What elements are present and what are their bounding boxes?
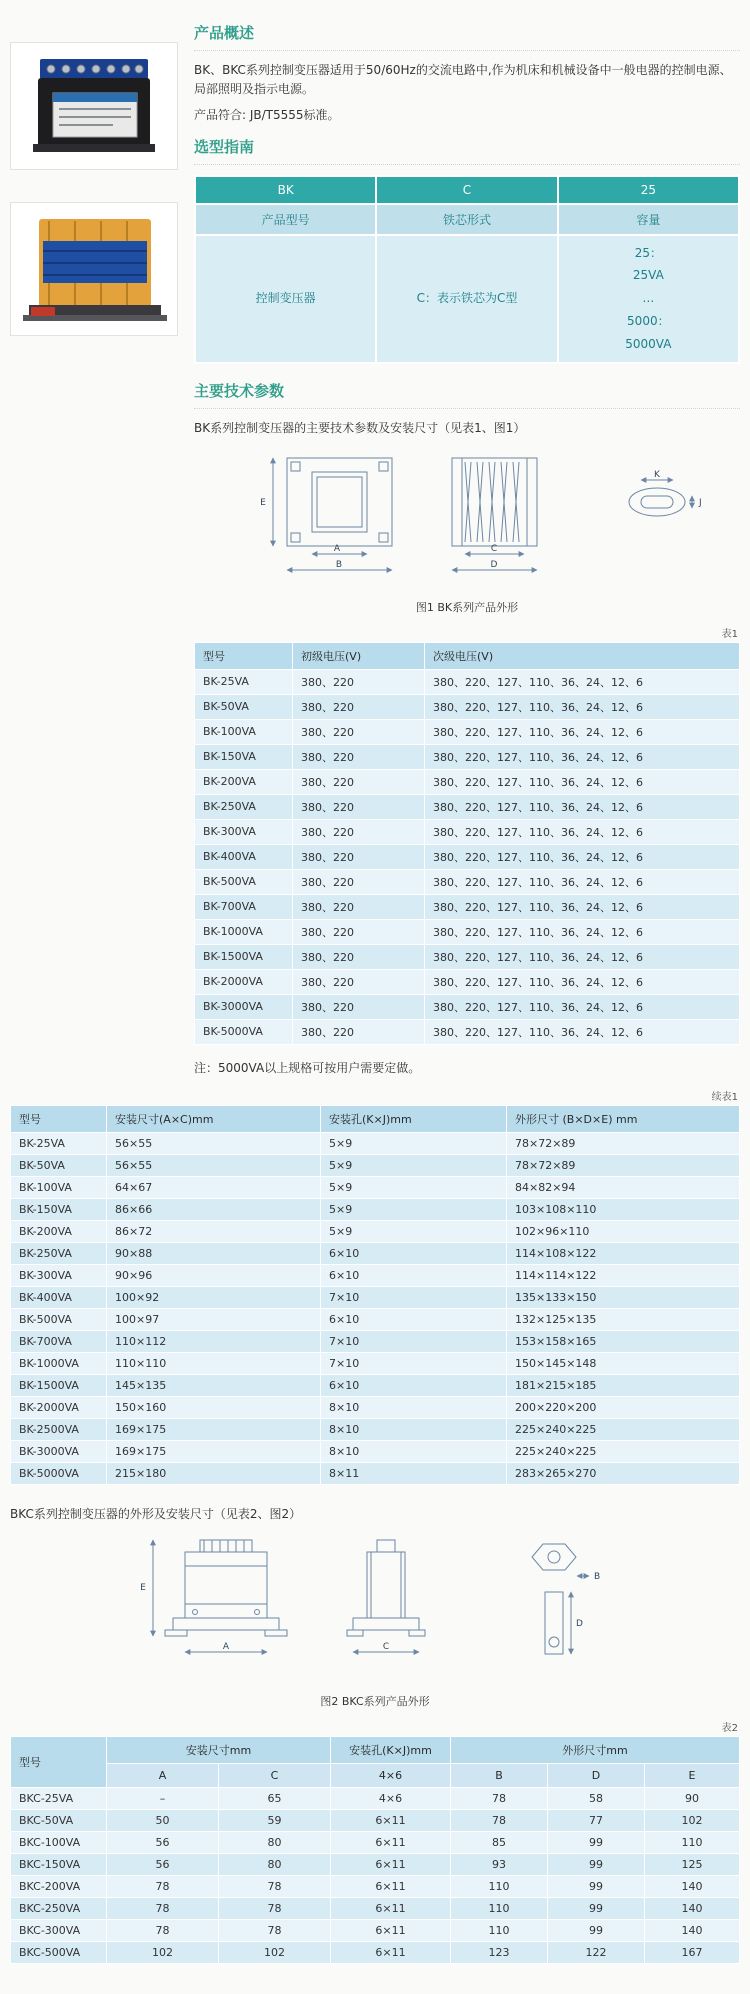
table-cell: BKC-250VA [11,1897,107,1919]
table-cell: 80 [219,1831,331,1853]
overview-heading: 产品概述 [194,22,740,51]
col-primary-voltage: 初级电压(V) [293,642,425,669]
table-cell: 5×9 [321,1132,507,1154]
table-cell: BK-3000VA [11,1440,107,1462]
table1-label: 表1 [721,628,738,640]
table-row [195,1019,740,1044]
table-cell: 59 [219,1809,331,1831]
table-cell: 380、220、127、110、36、24、12、6 [425,844,740,869]
table-cell: 380、220 [293,919,425,944]
table-cell: 123 [451,1941,548,1963]
table-cell: 99 [548,1897,645,1919]
figure-2-caption: 图2 BKC系列产品外形 [320,1694,430,1708]
dim-b-label: B [335,559,343,570]
table-cell: 78 [219,1875,331,1897]
table-cell: BK-5000VA [11,1462,107,1484]
table-cell: 114×108×122 [507,1242,740,1264]
selection-header-c: C [376,176,557,204]
table-cell: BK-50VA [11,1154,107,1176]
table-row [11,1440,740,1462]
table-cell: 78 [219,1897,331,1919]
table-row [11,1462,740,1484]
table-cell: 150×145×148 [507,1352,740,1374]
table-cell: 5×9 [321,1198,507,1220]
table-cell: 78 [451,1787,548,1809]
table-cell: 380、220 [293,669,425,694]
table-cell: – [107,1787,219,1809]
custom-order-note: 注：5000VA以上规格可按用户需要定做。 [194,1060,421,1075]
table-cell: 56×55 [107,1132,321,1154]
table-row [11,1198,740,1220]
dim-b-label: B [594,1571,601,1582]
table-cell: 56×55 [107,1154,321,1176]
table-cell: 58 [548,1787,645,1809]
table-cell: 110 [645,1831,740,1853]
table-cell: BK-200VA [11,1220,107,1242]
table-row [195,994,740,1019]
table-row [195,869,740,894]
dim-a-label: A [333,543,341,554]
table-cell: BK-300VA [195,819,293,844]
table-cell: BK-2000VA [195,969,293,994]
table1-body [195,669,740,1044]
table-cell: 50 [107,1809,219,1831]
table-cell: 380、220、127、110、36、24、12、6 [425,694,740,719]
col-outline-size: 外形尺寸mm [451,1736,740,1763]
table-cell: 380、220 [293,719,425,744]
table-cell: BK-2500VA [11,1418,107,1440]
table-header-row [11,1105,740,1132]
table-cell: 99 [548,1875,645,1897]
table-cell: 380、220、127、110、36、24、12、6 [425,994,740,1019]
table-row [11,1941,740,1963]
table-row [11,1374,740,1396]
table-cell: 380、220 [293,794,425,819]
selection-header-bk: BK [195,176,376,204]
dim-j-label: J [699,497,702,508]
table-cell: 110 [451,1897,548,1919]
table-row [195,694,740,719]
table-row [195,719,740,744]
params-intro: BK系列控制变压器的主要技术参数及安装尺寸（见表1、图1） [194,420,526,435]
table-cell: 5×9 [321,1154,507,1176]
table-cell: BK-100VA [11,1176,107,1198]
value-capacity-range [558,235,739,363]
table-cell: 380、220、127、110、36、24、12、6 [425,1019,740,1044]
dim-k-label: K [654,469,660,480]
label-model: 产品型号 [195,204,376,235]
table-cell: 56 [107,1831,219,1853]
bkc-transformer-image [13,205,173,329]
table-cell: 102×96×110 [507,1220,740,1242]
table-cell: 110×110 [107,1352,321,1374]
label-core-type: 铁芯形式 [376,204,557,235]
table-cell: BK-150VA [195,744,293,769]
table-cell: 5×9 [321,1220,507,1242]
table-cell: BK-400VA [11,1286,107,1308]
capacity-line: 25VA [632,268,664,283]
table-cell: 125 [645,1853,740,1875]
table-cell: 8×10 [321,1396,507,1418]
selection-header-row [195,176,739,204]
table-row [11,1418,740,1440]
table-cell: 283×265×270 [507,1462,740,1484]
table-cell: BK-25VA [195,669,293,694]
table-row [11,1154,740,1176]
table-cell: 380、220、127、110、36、24、12、6 [425,744,740,769]
table-cell: 122 [548,1941,645,1963]
dim-table-body [11,1132,740,1484]
capacity-line: … [642,291,655,306]
table-cell: BK-1500VA [195,944,293,969]
bk-transformer-image [13,45,173,163]
table-cell: 6×11 [331,1853,451,1875]
subcol-c: C [219,1763,331,1787]
bkc-outline-drawing [115,1534,635,1684]
table-row [11,1308,740,1330]
table-cell: BK-700VA [195,894,293,919]
table-cell: BK-300VA [11,1264,107,1286]
table-row [11,1396,740,1418]
table-cell: BK-5000VA [195,1019,293,1044]
table-cell: 8×10 [321,1418,507,1440]
table-cell: BK-100VA [195,719,293,744]
dimension-table-section [0,1088,750,1964]
bkc-product-photo [10,202,178,336]
table-cell: 100×97 [107,1308,321,1330]
main-content [194,12,740,1082]
table-cell: 200×220×200 [507,1396,740,1418]
table-cell: 99 [548,1919,645,1941]
table-row [11,1132,740,1154]
table-cell: 102 [219,1941,331,1963]
table-cell: BK-50VA [195,694,293,719]
table-cell: 380、220、127、110、36、24、12、6 [425,669,740,694]
table-cell: 380、220 [293,744,425,769]
table-row [195,744,740,769]
table-cell: 102 [645,1809,740,1831]
table-cell: BK-1500VA [11,1374,107,1396]
table-cell: 380、220、127、110、36、24、12、6 [425,919,740,944]
standard-paragraph: 产品符合: JB/T5555标准。 [194,108,340,123]
table-cell: 380、220 [293,1019,425,1044]
table-row [11,1352,740,1374]
table-cell: BKC-50VA [11,1809,107,1831]
dim-c-label: C [490,543,498,554]
table-cell: 8×11 [321,1462,507,1484]
table-row [195,944,740,969]
col-model: 型号 [11,1736,107,1787]
table-row [195,894,740,919]
value-control-transformer: 控制变压器 [195,235,376,363]
table-cell: 78×72×89 [507,1132,740,1154]
table-row [11,1809,740,1831]
table-cell: BK-700VA [11,1330,107,1352]
table-cell: 140 [645,1897,740,1919]
table-cell: 6×11 [331,1831,451,1853]
table-cell: 380、220 [293,869,425,894]
table-cell: 380、220 [293,944,425,969]
table-cell: BK-3000VA [195,994,293,1019]
table-header-row [195,642,740,669]
table-cell: 78 [451,1809,548,1831]
bk-voltage-table [194,642,740,1045]
table-cell: BKC-300VA [11,1919,107,1941]
table-cell: 99 [548,1853,645,1875]
table-row [11,1853,740,1875]
dim-d-label: D [490,559,498,570]
table-row [11,1787,740,1809]
table-cell: 380、220 [293,894,425,919]
table-row [11,1831,740,1853]
table-cell: 114×114×122 [507,1264,740,1286]
subcol-b: B [451,1763,548,1787]
table-cell: 132×125×135 [507,1308,740,1330]
col-mounting-hole: 安装孔(K×J)mm [321,1105,507,1132]
table-cell: 93 [451,1853,548,1875]
table-cell: 8×10 [321,1440,507,1462]
subcol-hole: 4×6 [331,1763,451,1787]
table-cell: 77 [548,1809,645,1831]
table-cell: 110 [451,1875,548,1897]
subcol-a: A [107,1763,219,1787]
table2-label: 表2 [721,1722,738,1734]
table-row [11,1875,740,1897]
table-row [11,1242,740,1264]
table-cell: 7×10 [321,1330,507,1352]
table-row [195,669,740,694]
table-cell: 153×158×165 [507,1330,740,1352]
table-header-row-2 [11,1763,740,1787]
table-cell: BKC-500VA [11,1941,107,1963]
table-cell: BK-500VA [195,869,293,894]
table-cell: 380、220、127、110、36、24、12、6 [425,869,740,894]
table-cell: BK-1000VA [11,1352,107,1374]
col-model: 型号 [11,1105,107,1132]
capacity-line: 5000： [627,313,670,328]
table-cell: 380、220 [293,694,425,719]
table2-body [11,1787,740,1963]
table-cell: 65 [219,1787,331,1809]
table-row [195,769,740,794]
table-row [195,919,740,944]
table-cell: 6×11 [331,1919,451,1941]
table-cell: 78 [107,1875,219,1897]
table-cell: 380、220 [293,819,425,844]
table-cell: 85 [451,1831,548,1853]
table-cell: 380、220 [293,994,425,1019]
table-cell: 7×10 [321,1352,507,1374]
table-row [195,844,740,869]
table-cell: BK-400VA [195,844,293,869]
top-section [0,8,750,1082]
table-cell: 380、220 [293,844,425,869]
bk-outline-drawing [217,450,717,590]
table-cell: 64×67 [107,1176,321,1198]
table-cell: 103×108×110 [507,1198,740,1220]
table-cell: 99 [548,1831,645,1853]
table-cell: 102 [107,1941,219,1963]
table-cell: 380、220 [293,769,425,794]
table-cell: 181×215×185 [507,1374,740,1396]
table-cell: 380、220、127、110、36、24、12、6 [425,894,740,919]
table-cell: 150×160 [107,1396,321,1418]
product-photos-column [10,12,178,1082]
col-mounting-size: 安装尺寸(A×C)mm [107,1105,321,1132]
table-cell: 6×10 [321,1308,507,1330]
table-cell: 56 [107,1853,219,1875]
table-cell: 6×10 [321,1374,507,1396]
table-cell: 78×72×89 [507,1154,740,1176]
col-model: 型号 [195,642,293,669]
col-secondary-voltage: 次级电压(V) [425,642,740,669]
table-cell: 135×133×150 [507,1286,740,1308]
bkc-intro: BKC系列控制变压器的外形及安装尺寸（见表2、图2） [10,1506,302,1521]
table-cell: 380、220、127、110、36、24、12、6 [425,794,740,819]
table-cell: 7×10 [321,1286,507,1308]
table-row [11,1897,740,1919]
figure-1-caption: 图1 BK系列产品外形 [415,600,519,614]
table-row [11,1919,740,1941]
dim-e-label: E [140,1582,146,1593]
table-cell: 90 [645,1787,740,1809]
selection-guide-table [194,175,740,364]
table-cell: BK-250VA [195,794,293,819]
selection-guide-heading: 选型指南 [194,136,740,165]
table-cell: 6×10 [321,1264,507,1286]
table-cell: 215×180 [107,1462,321,1484]
table-cell: 140 [645,1875,740,1897]
table-cell: 78 [219,1919,331,1941]
table-cell: BKC-25VA [11,1787,107,1809]
capacity-line: 25： [634,245,662,260]
table-cell: 84×82×94 [507,1176,740,1198]
table-cell: 78 [107,1897,219,1919]
table-cell: 100×92 [107,1286,321,1308]
col-outline-size: 外形尺寸 (B×D×E) mm [507,1105,740,1132]
table-cell: BK-150VA [11,1198,107,1220]
table-cell: 169×175 [107,1440,321,1462]
table-cell: 6×10 [321,1242,507,1264]
table-cell: 380、220、127、110、36、24、12、6 [425,719,740,744]
table-cell: 86×72 [107,1220,321,1242]
table-row [11,1176,740,1198]
table-row [195,969,740,994]
table-cell: 167 [645,1941,740,1963]
table-cell: 5×9 [321,1176,507,1198]
table-cell: 78 [107,1919,219,1941]
table-cell: 110×112 [107,1330,321,1352]
table-cell: BKC-200VA [11,1875,107,1897]
dim-a-label: A [222,1641,230,1652]
table-row [11,1286,740,1308]
table-cell: 225×240×225 [507,1440,740,1462]
table-row [11,1220,740,1242]
subcol-e: E [645,1763,740,1787]
table-row [195,794,740,819]
table-cell: BK-250VA [11,1242,107,1264]
table-cell: 169×175 [107,1418,321,1440]
value-core-desc: C：表示铁芯为C型 [376,235,557,363]
table-row [195,819,740,844]
bk-dimension-table [10,1105,740,1485]
table-cell: BK-25VA [11,1132,107,1154]
bk-product-photo [10,42,178,170]
table-cell: 86×66 [107,1198,321,1220]
selection-value-row [195,235,739,363]
table-cell: 4×6 [331,1787,451,1809]
table-cell: 380、220、127、110、36、24、12、6 [425,969,740,994]
dim-d-label: D [576,1618,583,1629]
table-cell: 225×240×225 [507,1418,740,1440]
dim-e-label: E [260,497,266,508]
capacity-line: 5000VA [625,336,672,351]
bkc-dimension-table [10,1736,740,1964]
table-cell: 6×11 [331,1809,451,1831]
table-row [11,1330,740,1352]
table-cell: 90×88 [107,1242,321,1264]
table-cell: 6×11 [331,1897,451,1919]
dim-c-label: C [382,1641,390,1652]
selection-header-25: 25 [558,176,739,204]
tech-params-heading: 主要技术参数 [194,380,740,409]
figure-1 [194,450,740,594]
table-cell: 6×11 [331,1941,451,1963]
table-cell: 90×96 [107,1264,321,1286]
table-cell: 140 [645,1919,740,1941]
table-cell: 380、220、127、110、36、24、12、6 [425,819,740,844]
table-cell: BKC-150VA [11,1853,107,1875]
table-cell: 380、220 [293,969,425,994]
label-capacity: 容量 [558,204,739,235]
col-mounting-size: 安装尺寸mm [107,1736,331,1763]
table-cell: BK-500VA [11,1308,107,1330]
table-cell: BK-200VA [195,769,293,794]
table-cell: BK-1000VA [195,919,293,944]
col-mounting-hole: 安装孔(K×J)mm [331,1736,451,1763]
table-cell: BKC-100VA [11,1831,107,1853]
table-cell: BK-2000VA [11,1396,107,1418]
overview-paragraph: BK、BKC系列控制变压器适用于50/60Hz的交流电路中,作为机床和机械设备中一般电器的控制电源、局部照明及指示电源。 [194,63,732,97]
figure-2 [10,1534,740,1688]
table-row [11,1264,740,1286]
subcol-d: D [548,1763,645,1787]
table-header-row-1 [11,1736,740,1763]
table-cell: 110 [451,1919,548,1941]
table-cell: 6×11 [331,1875,451,1897]
table-cell: 380、220、127、110、36、24、12、6 [425,944,740,969]
table-cell: 145×135 [107,1374,321,1396]
table-cell: 380、220、127、110、36、24、12、6 [425,769,740,794]
selection-label-row [195,204,739,235]
cont-table1-label: 续表1 [711,1091,738,1103]
table-cell: 80 [219,1853,331,1875]
